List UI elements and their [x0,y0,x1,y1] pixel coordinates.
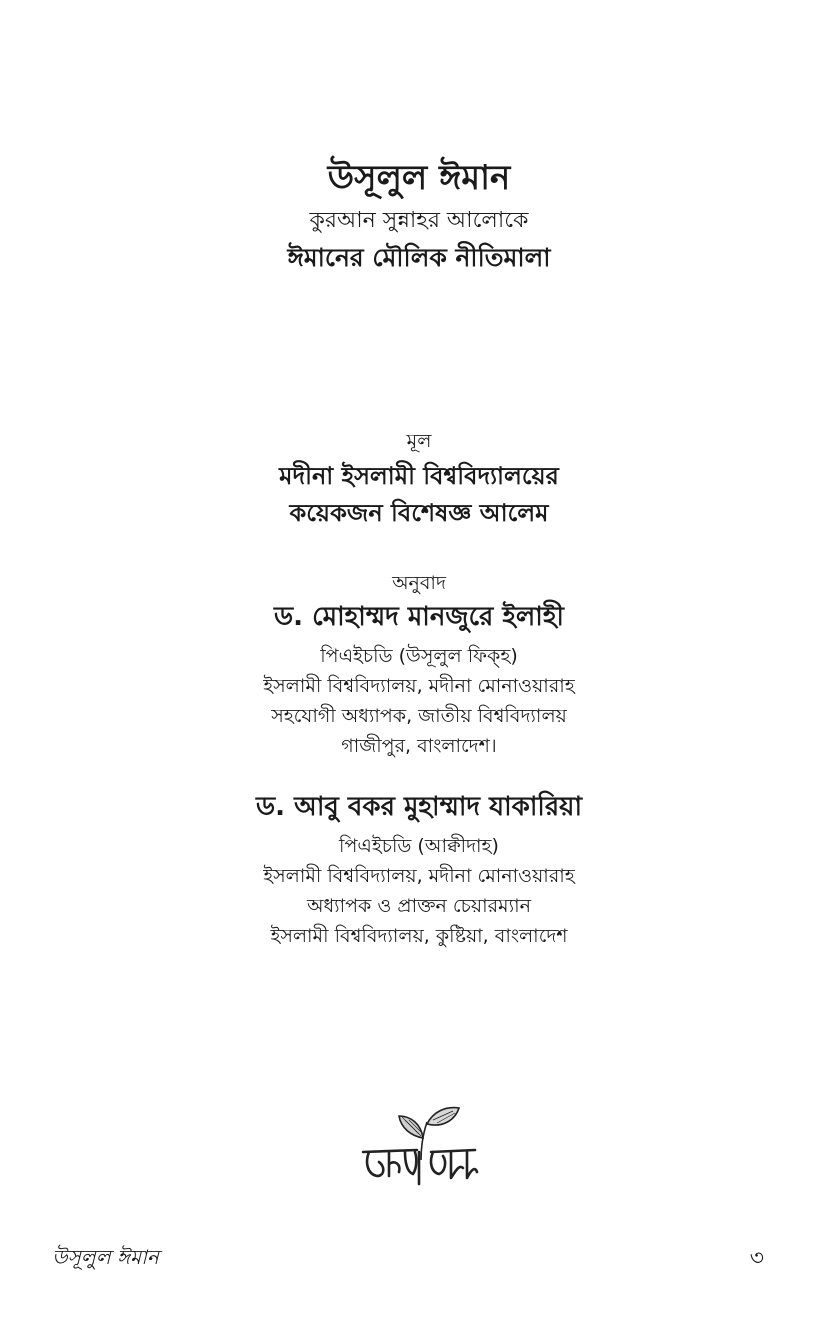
publisher-logo [355,1098,485,1188]
book-title: উসূলুল ঈমান [327,158,511,198]
translator-2-name: ড. আবু বকর মুহাম্মাদ যাকারিয়া [256,792,582,822]
translator-1-detail: সহযোগী অধ্যাপক, জাতীয় বিশ্ববিদ্যালয় [271,705,567,727]
translator-2-detail: অধ্যাপক ও প্রাক্তন চেয়ারম্যান [307,895,531,917]
translator-1-detail: পিএইচডি (উসূলুল ফিক্‌হ) [320,645,518,667]
translation-label: অনুবাদ [392,572,446,594]
running-title: উসূলুল ঈমান [52,1245,159,1269]
translator-2-detail: ইসলামী বিশ্ববিদ্যালয়, কুষ্টিয়া, বাংলাদেশ [270,925,568,947]
book-subtitle-1: কুরআন সুন্নাহর আলোকে [309,208,529,233]
translator-1-detail: ইসলামী বিশ্ববিদ্যালয়, মদীনা মোনাওয়ারাহ [263,675,575,697]
translator-2-detail: পিএইচডি (আক্বীদাহ) [339,835,499,857]
book-subtitle-2: ঈমানের মৌলিক নীতিমালা [287,243,551,272]
original-label: মূল [406,430,432,452]
translator-1-detail: গাজীপুর, বাংলাদেশ। [341,735,497,757]
original-authors-line-2: কয়েকজন বিশেষজ্ঞ আলেম [289,499,549,527]
page-number: ৩ [749,1246,764,1271]
publisher-wordmark [363,1150,477,1184]
translator-1-name: ড. মোহাম্মদ মানজুরে ইলাহী [274,602,564,632]
translator-2-detail: ইসলামী বিশ্ববিদ্যালয়, মদীনা মোনাওয়ারাহ [263,865,575,887]
original-authors-line-1: মদীনা ইসলামী বিশ্ববিদ্যালয়ের [279,462,559,490]
